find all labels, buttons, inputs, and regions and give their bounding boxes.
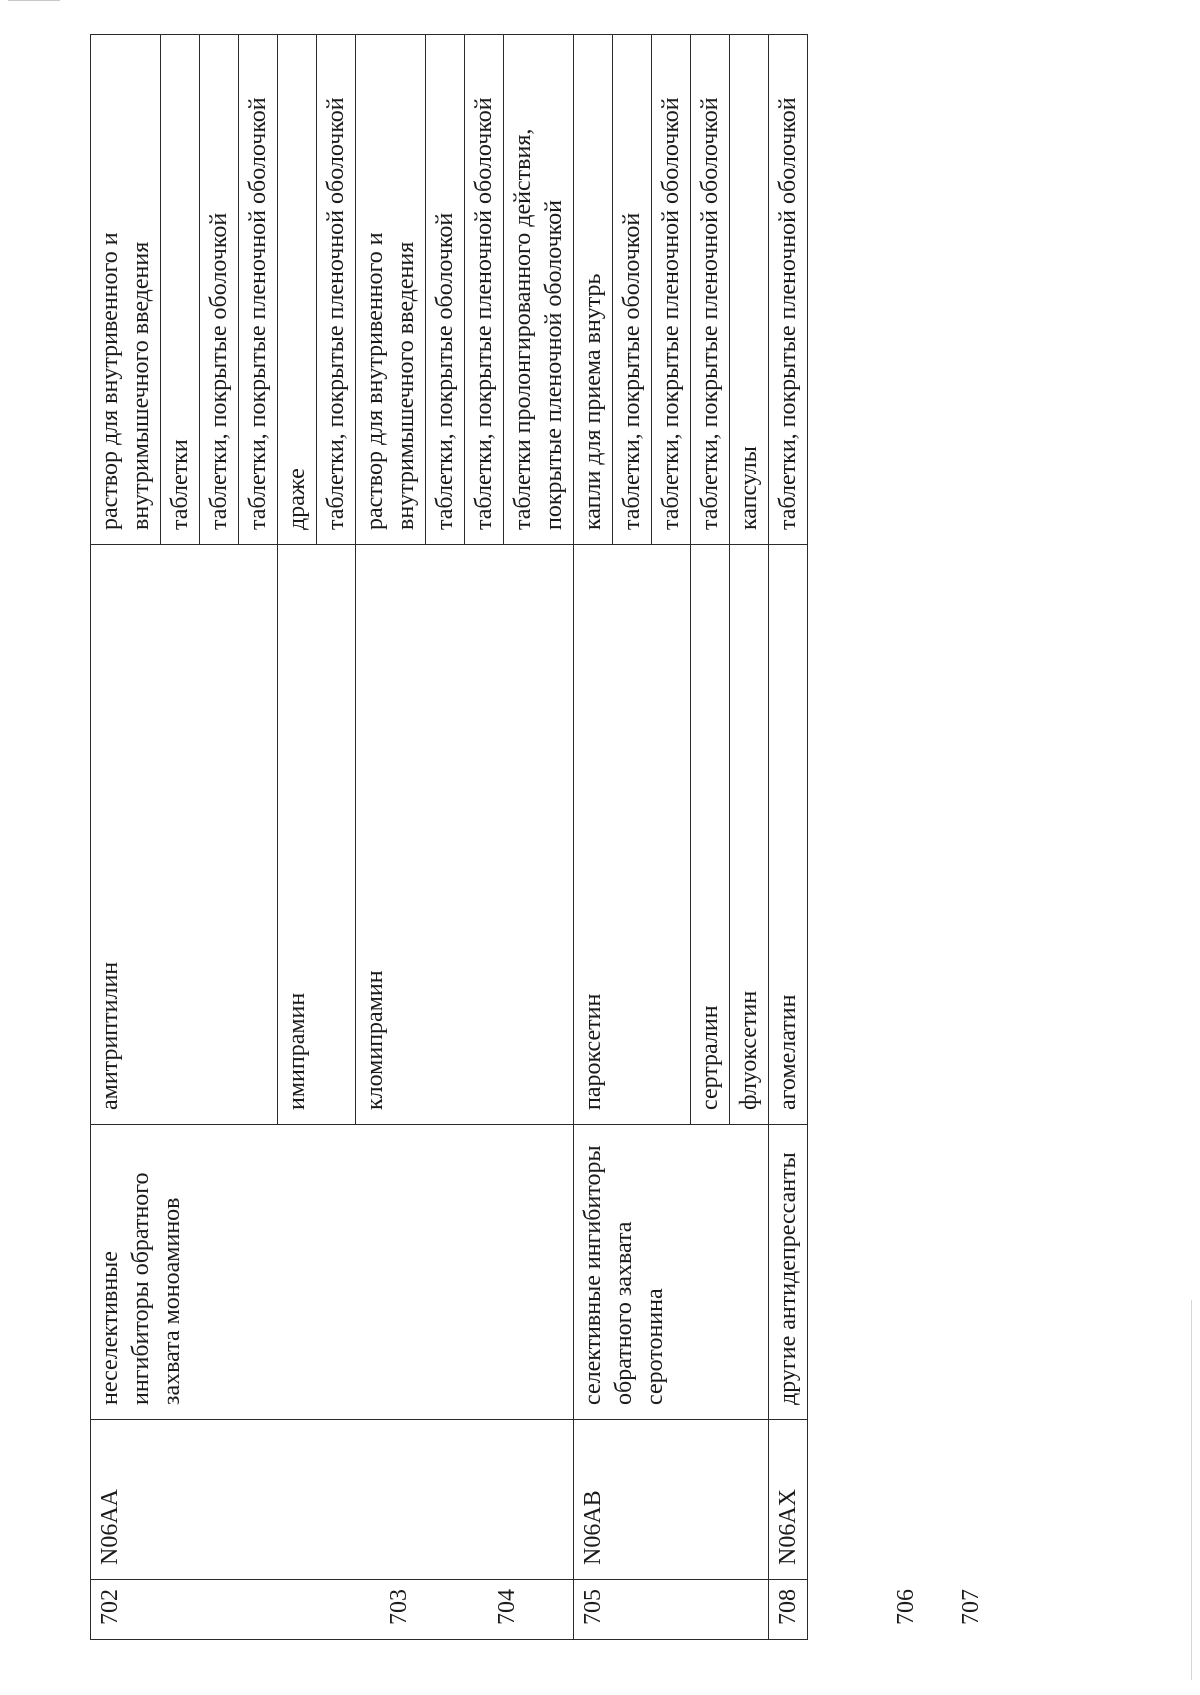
atc-code: N06AB [574, 1420, 769, 1580]
dosage-form: раствор для внутривенного и внутримышечного введения [91, 35, 161, 545]
sub-number-703: 703 [386, 1589, 412, 1625]
dosage-form: таблетки, покрытые оболочкой [613, 35, 652, 545]
dosage-form: таблетки, покрытые пленочной оболочкой [317, 35, 356, 545]
atc-code: N06AA [91, 1420, 574, 1580]
drug-name: кломипрамин [356, 545, 574, 1125]
table-row [769, 35, 808, 1640]
pharmacological-group: другие антидепрессанты [769, 1125, 808, 1420]
rotated-page [90, 35, 1045, 1640]
dosage-form: раствор для внутривенного и внутримышечного введения [356, 35, 426, 545]
dosage-form: таблетки, покрытые пленочной оболочкой [652, 35, 691, 545]
drug-name: флуоксетин [730, 545, 769, 1125]
dosage-form: таблетки, покрытые оболочкой [426, 35, 465, 545]
drug-name: агомелатин [769, 545, 808, 1125]
atc-code: N06AX [769, 1420, 808, 1580]
dosage-form: капли для приема внутрь [574, 35, 613, 545]
sub-number-706: 706 [893, 1589, 919, 1625]
dosage-form: таблетки [161, 35, 200, 545]
drug-name: имипрамин [278, 545, 356, 1125]
pharmacological-group: селективные ингибиторы обратного захвата серотонина [574, 1125, 769, 1420]
dosage-form: таблетки, покрытые пленочной оболочкой [465, 35, 504, 545]
drug-name: пароксетин [574, 545, 691, 1125]
row-number: 702 [91, 1580, 574, 1640]
dosage-form: таблетки, покрытые пленочной оболочкой [691, 35, 730, 545]
dosage-form: капсулы [730, 35, 769, 545]
dosage-form: таблетки пролонгированного действия, покрытые пленочной оболочкой [504, 35, 574, 545]
row-number: 708 [769, 1580, 808, 1640]
pharmacological-group: неселективные ингибиторы обратного захвата моноаминов [91, 1125, 574, 1420]
dosage-form: таблетки, покрытые пленочной оболочкой [239, 35, 278, 545]
drug-name: сертралин [691, 545, 730, 1125]
scan-artifact-top [8, 0, 60, 1]
table-row [91, 35, 161, 1640]
row-number: 705 [574, 1580, 769, 1640]
drug-list-table [90, 34, 808, 1640]
dosage-form: драже [278, 35, 317, 545]
sub-number-704: 704 [494, 1589, 520, 1625]
sub-number-707: 707 [958, 1589, 984, 1625]
drug-name: амитриптилин [91, 545, 278, 1125]
dosage-form: таблетки, покрытые оболочкой [200, 35, 239, 545]
table-row [574, 35, 613, 1640]
scan-artifact-edge [1191, 1300, 1192, 1680]
dosage-form: таблетки, покрытые пленочной оболочкой [769, 35, 808, 545]
